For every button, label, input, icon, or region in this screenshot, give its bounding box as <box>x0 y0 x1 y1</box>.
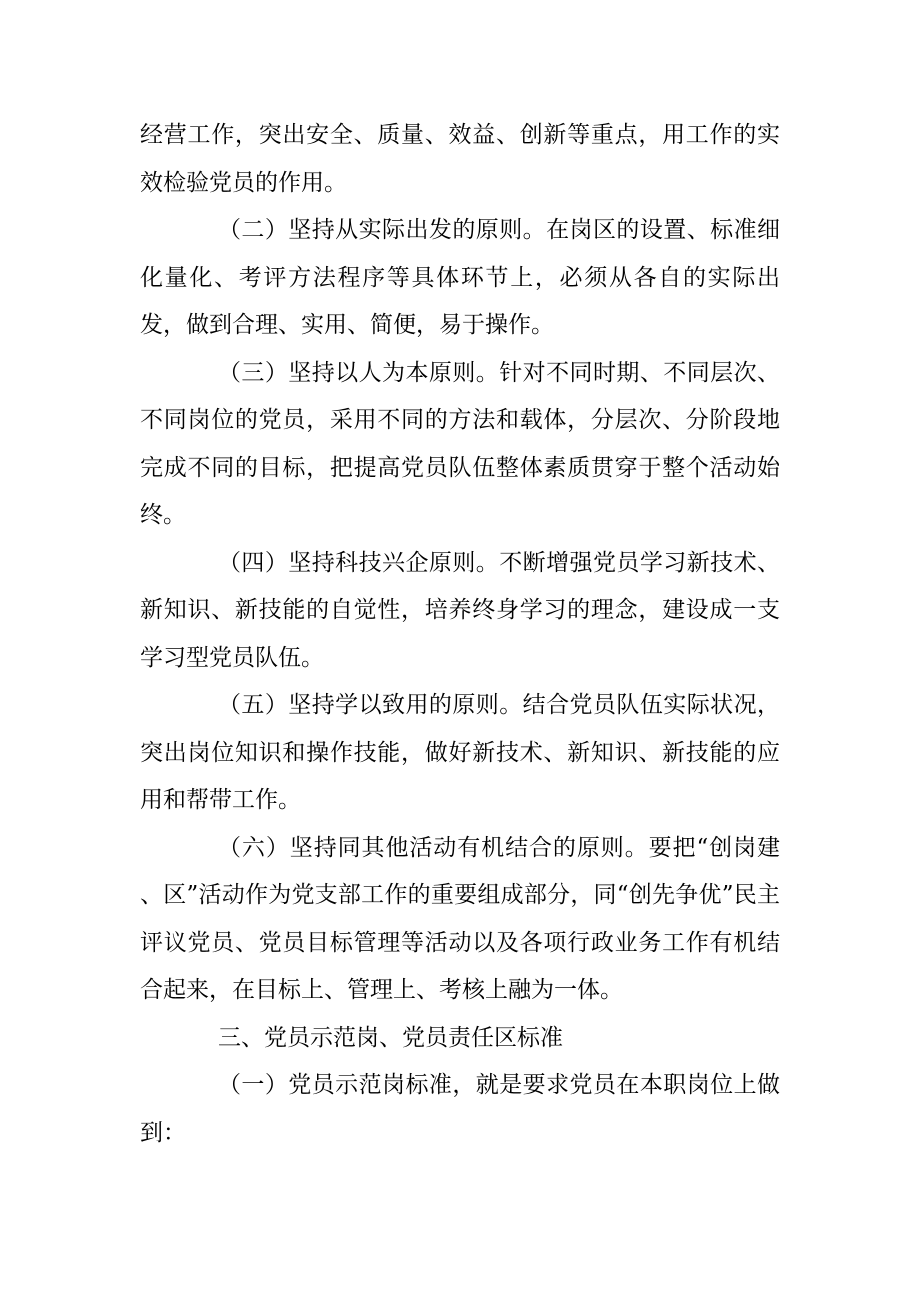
paragraph-principle-4: （四）坚持科技兴企原则。不断增强党员学习新技术、新知识、新技能的自觉性，培养终身学习的理念，建设成一支学习型党员队伍。 <box>140 549 780 671</box>
paragraph-principle-2: （二）坚持从实际出发的原则。在岗区的设置、标准细化量化、考评方法程序等具体环节上，必须从各自的实际出发，做到合理、实用、简便，易于操作。 <box>140 217 780 338</box>
paragraph-continuation: 经营工作，突出安全、质量、效益、创新等重点，用工作的实效检验党员的作用。 <box>140 122 780 196</box>
paragraph-principle-6: （六）坚持同其他活动有机结合的原则。要把“创岗建 、区”活动作为党支部工作的重要组成部分，同“创先争优”民主评议党员、党员目标管理等活动以及各项行政业务工作有机结合起来，在目标上、管理上、考核上融为一体。 <box>140 834 780 1003</box>
section-heading-3: 三、党员示范岗、党员责任区标准 <box>218 1024 563 1051</box>
paragraph-principle-3: （三）坚持以人为本原则。针对不同时期、不同层次、不同岗位的党员，采用不同的方法和载体，分层次、分阶段地完成不同的目标，把提高党员队伍整体素质贯穿于整个活动始终。 <box>140 359 780 528</box>
paragraph-principle-5: （五）坚持学以致用的原则。结合党员队伍实际状况，突出岗位知识和操作技能，做好新技术、新知识、新技能的应用和帮带工作。 <box>140 692 780 813</box>
paragraph-standard-1: （一）党员示范岗标准，就是要求党员在本职岗位上做到： <box>140 1072 780 1146</box>
document-body <box>140 112 780 1157</box>
